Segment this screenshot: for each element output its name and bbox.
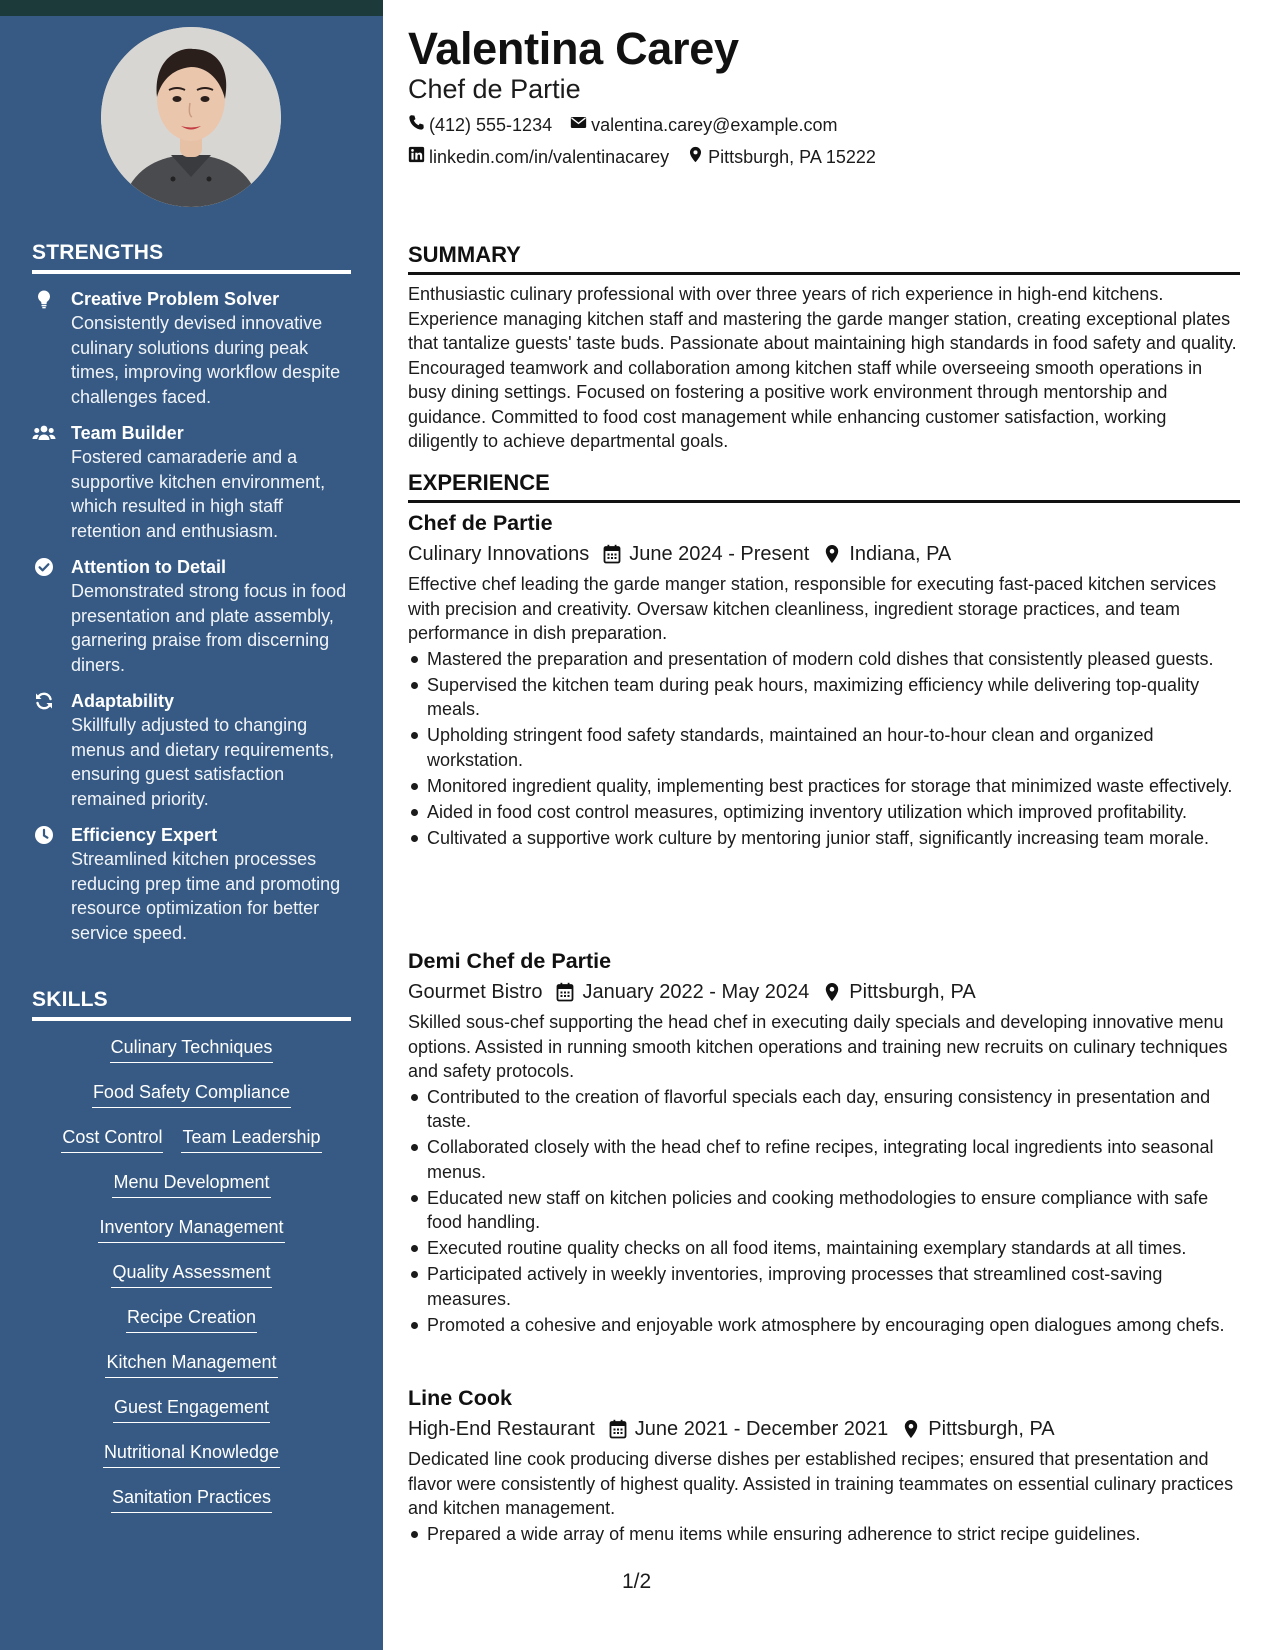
strength-item [32,287,357,409]
bullet-item: Prepared a wide array of menu items while ensuring adherence to strict recipe guidelines. [408,1522,1240,1547]
summary-title: SUMMARY [408,242,1240,275]
skill-tag: Culinary Techniques [110,1035,274,1063]
profile-photo-illustration [101,27,281,207]
email-text[interactable]: valentina.carey@example.com [591,114,838,135]
map-pin-icon [687,146,704,168]
bullet-item: Upholding stringent food safety standards, maintained an hour-to-hour clean and organized workstation. [408,723,1240,772]
linkedin-text[interactable]: linkedin.com/in/valentinacarey [429,146,670,167]
job-bullets [408,647,1240,851]
strength-item [32,689,357,811]
location-text: Pittsburgh, PA 15222 [708,146,876,167]
skill-tag: Recipe Creation [126,1305,257,1333]
job-location: Indiana, PA [849,543,952,565]
calendar-icon [609,1419,627,1439]
linkedin-icon [408,146,425,168]
profile-photo [101,27,281,207]
strength-description: Skillfully adjusted to changing menus and dietary requirements, ensuring guest satisfaction remained priority. [71,715,335,809]
candidate-role: Chef de Partie [408,74,581,104]
clock-icon [32,825,56,845]
job-title: Demi Chef de Partie [408,949,612,973]
summary-text: Enthusiastic culinary professional with over three years of rich experience in high-end kitchens. Experience managing kitchen staff and mastering the garde manger station, creating exceptional plates that tantalize guests' taste buds. Passionate about maintaining high standards in food safety and quality. Encouraged teamwork and collaboration among kitchen staff while overseeing smooth operations in busy dining settings. Focused on fostering a positive work environment through mentorship and guidance. Committed to food cost management while enhancing customer satisfaction, working diligently to achieve departmental goals. [408,284,1237,451]
skill-tag: Team Leadership [181,1125,321,1153]
skill-tag: Food Safety Compliance [92,1080,291,1108]
skill-tag: Menu Development [112,1170,270,1198]
check-circle-icon [32,557,56,577]
job-description: Dedicated line cook producing diverse dishes per established recipes; ensured that presentation and flavor were consistently of highest quality. Assisted in training teammates on essential culinary practices and kitchen management. [408,1449,1234,1518]
refresh-icon [32,691,56,711]
experience-title: EXPERIENCE [408,470,1240,503]
skill-tag: Cost Control [61,1125,163,1153]
skill-tag: Quality Assessment [111,1260,271,1288]
strengths-title: STRENGTHS [32,241,351,274]
job-entry [408,508,1240,852]
bullet-item: Supervised the kitchen team during peak hours, maximizing efficiency while delivering top-quality meals. [408,673,1240,722]
skills-title: SKILLS [32,988,351,1021]
skill-tag: Inventory Management [98,1215,284,1243]
job-title: Chef de Partie [408,511,553,535]
page-number: 1/2 [622,1570,652,1593]
bullet-item: Aided in food cost control measures, optimizing inventory utilization which improved profitability. [408,800,1240,825]
bullet-item: Promoted a cohesive and enjoyable work atmosphere by encouraging open dialogues among chefs. [408,1313,1240,1338]
skill-tag: Kitchen Management [105,1350,277,1378]
phone-icon [408,114,425,136]
skill-tag: Sanitation Practices [111,1485,272,1513]
job-entry [408,1383,1240,1548]
strength-description: Streamlined kitchen processes reducing prep time and promoting resource optimization for better service speed. [71,849,341,943]
job-company: Culinary Innovations [408,543,590,565]
strength-title: Attention to Detail [71,557,226,577]
contact-row [408,146,876,168]
strength-title: Adaptability [71,691,175,711]
skills-list [32,1035,351,1530]
job-entry [408,946,1240,1339]
sidebar-top-bar [0,0,383,16]
candidate-name: Valentina Carey [408,23,739,74]
bullet-item: Collaborated closely with the head chef to refine recipes, integrating local ingredients into seasonal menus. [408,1135,1240,1184]
job-dates: June 2021 - December 2021 [634,1418,889,1440]
phone-text[interactable]: (412) 555-1234 [429,114,553,135]
job-title: Line Cook [408,1386,512,1410]
job-bullets [408,1522,1240,1547]
team-icon [32,423,56,443]
job-dates: June 2024 - Present [629,543,810,565]
strength-item [32,421,357,543]
strength-title: Creative Problem Solver [71,289,280,309]
linkedin-contact [408,146,669,168]
calendar-icon [556,982,574,1002]
strength-title: Team Builder [71,423,184,443]
strength-title: Efficiency Expert [71,825,218,845]
bullet-item: Contributed to the creation of flavorful specials each day, ensuring consistency in presentation and taste. [408,1085,1240,1134]
job-location: Pittsburgh, PA [928,1418,1055,1440]
bullet-item: Monitored ingredient quality, implementing best practices for storage that minimized waste effectively. [408,774,1240,799]
job-bullets [408,1085,1240,1338]
job-description: Skilled sous-chef supporting the head chef in executing daily specials and developing innovative menu options. Assisted in running smooth kitchen operations and training new recruits on culinary techniques and safety protocols. [408,1012,1228,1081]
strength-item [32,555,357,677]
bullet-item: Cultivated a supportive work culture by mentoring junior staff, significantly increasing team morale. [408,826,1240,851]
bullet-item: Mastered the preparation and presentation of modern cold dishes that consistently pleased guests. [408,647,1240,672]
job-location: Pittsburgh, PA [849,981,976,1003]
strength-description: Fostered camaraderie and a supportive kitchen environment, which resulted in high staff retention and enthusiasm. [71,447,326,541]
job-meta [408,977,1240,1007]
strength-item [32,823,357,945]
lightbulb-icon [32,289,56,309]
contact-row [408,114,837,136]
map-pin-icon [823,544,841,564]
sidebar [0,0,383,1650]
bullet-item: Executed routine quality checks on all food items, maintaining exemplary standards at all times. [408,1236,1240,1261]
map-pin-icon [902,1419,920,1439]
job-company: Gourmet Bistro [408,981,543,1003]
strength-description: Demonstrated strong focus in food presentation and plate assembly, garnering praise from discerning diners. [71,581,347,675]
location-contact [687,146,876,168]
bullet-item: Participated actively in weekly inventories, improving processes that streamlined cost-saving measures. [408,1262,1240,1311]
map-pin-icon [823,982,841,1002]
job-company: High-End Restaurant [408,1418,595,1440]
job-description: Effective chef leading the garde manger station, responsible for executing fast-paced kitchen services with precision and creativity. Oversaw kitchen cleanliness, ingredient storage practices, and team performance in dish preparation. [408,574,1217,643]
strengths-list [32,287,357,957]
phone-contact [408,114,552,136]
job-meta [408,539,1240,569]
calendar-icon [603,544,621,564]
skill-tag: Guest Engagement [113,1395,270,1423]
bullet-item: Educated new staff on kitchen policies and cooking methodologies to ensure compliance with safe food handling. [408,1186,1240,1235]
job-dates: January 2022 - May 2024 [582,981,810,1003]
skill-tag: Nutritional Knowledge [103,1440,280,1468]
envelope-icon [570,114,587,136]
job-meta [408,1414,1240,1444]
email-contact [570,114,837,136]
strength-description: Consistently devised innovative culinary solutions during peak times, improving workflow despite challenges faced. [71,313,341,407]
